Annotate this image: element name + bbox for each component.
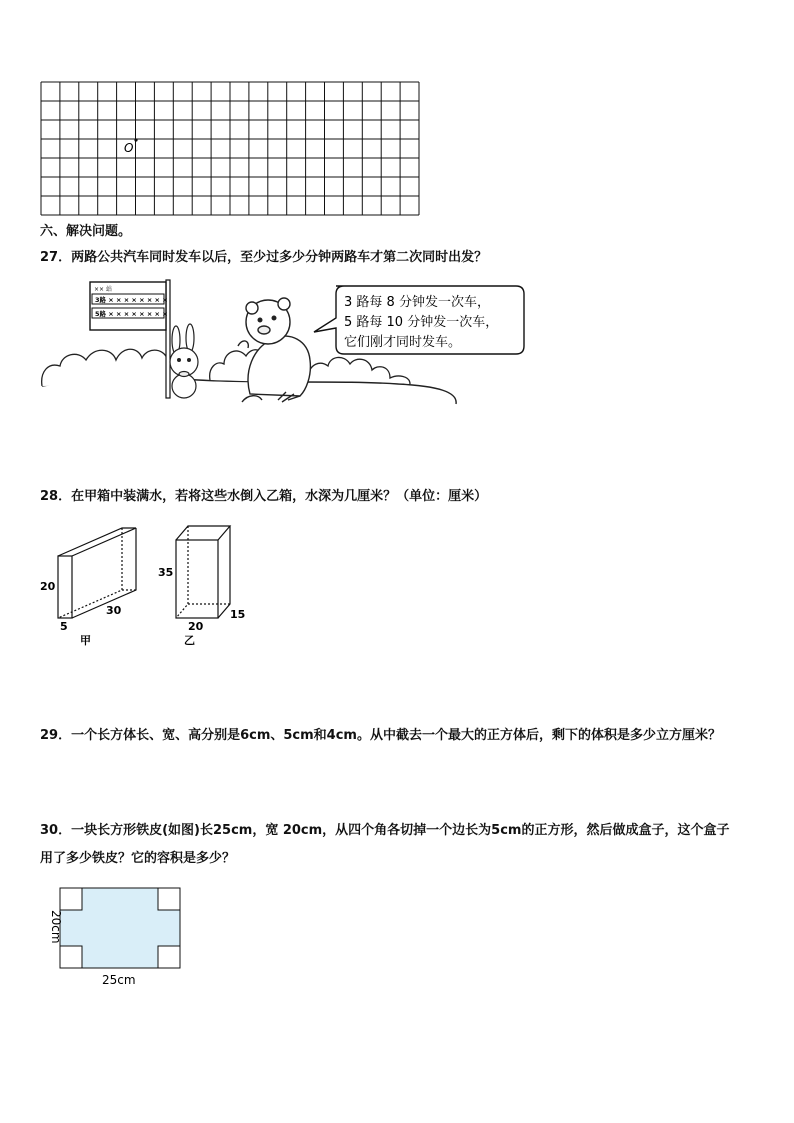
yi-width-label: 15 [230,608,246,621]
corner-square-tr [158,888,180,910]
jia-name: 甲 [80,634,91,647]
bubble-line-2: 5 路每 10 分钟发一次车， [344,315,499,330]
question-27: 27．两路公共汽车同时发车以后，至少过多少分钟两路车才第二次同时出发？ [40,250,488,265]
section-title: 六、解决问题。 [40,224,132,239]
jia-height-label: 20 [40,580,56,593]
box-jia [58,528,136,618]
bubble-line-1: 3 路每 8 分钟发一次车， [344,295,490,310]
jia-length-label: 30 [106,604,122,617]
origin-point [134,138,137,141]
sign-header: ×× 站 [94,286,112,293]
sheet-width-label: 25cm [102,973,136,987]
sign-row-2: 5路 × × × × × × × × [95,310,168,318]
box-diagrams [36,518,276,650]
question-28: 28．在甲箱中装满水，若将这些水倒入乙箱，水深为几厘米？（单位：厘米） [40,489,488,504]
jia-width-label: 5 [60,620,68,633]
rabbit-character [170,324,198,398]
origin-label: O [124,141,134,155]
sheet-diagram [36,880,196,990]
bushes-far [308,357,410,384]
coordinate-grid [40,81,422,217]
bubble-line-3: 它们刚才同时发车。 [344,335,462,350]
yi-length-label: 20 [188,620,204,633]
sheet-height-label: 20cm [49,910,63,944]
bear-character [238,298,310,402]
yi-name: 乙 [184,634,195,647]
corner-square-br [158,946,180,968]
box-yi [176,526,230,618]
corner-square-tl [60,888,82,910]
question-30-line-2: 用了多少铁皮？它的容积是多少？ [40,851,236,866]
sign-row-1: 3路 × × × × × × × × [95,296,168,304]
bus-stop-illustration [38,276,528,416]
yi-height-label: 35 [158,566,174,579]
question-29: 29．一个长方体长、宽、高分别是6cm、5cm和4cm。从中截去一个最大的正方体后，剩下的体积是多少立方厘米？ [40,728,721,743]
question-30-line-1: 30．一块长方形铁皮(如图)长25cm，宽 20cm，从四个角各切掉一个边长为5cm的正方形，然后做成盒子，这个盒子 [40,823,730,838]
corner-square-bl [60,946,82,968]
